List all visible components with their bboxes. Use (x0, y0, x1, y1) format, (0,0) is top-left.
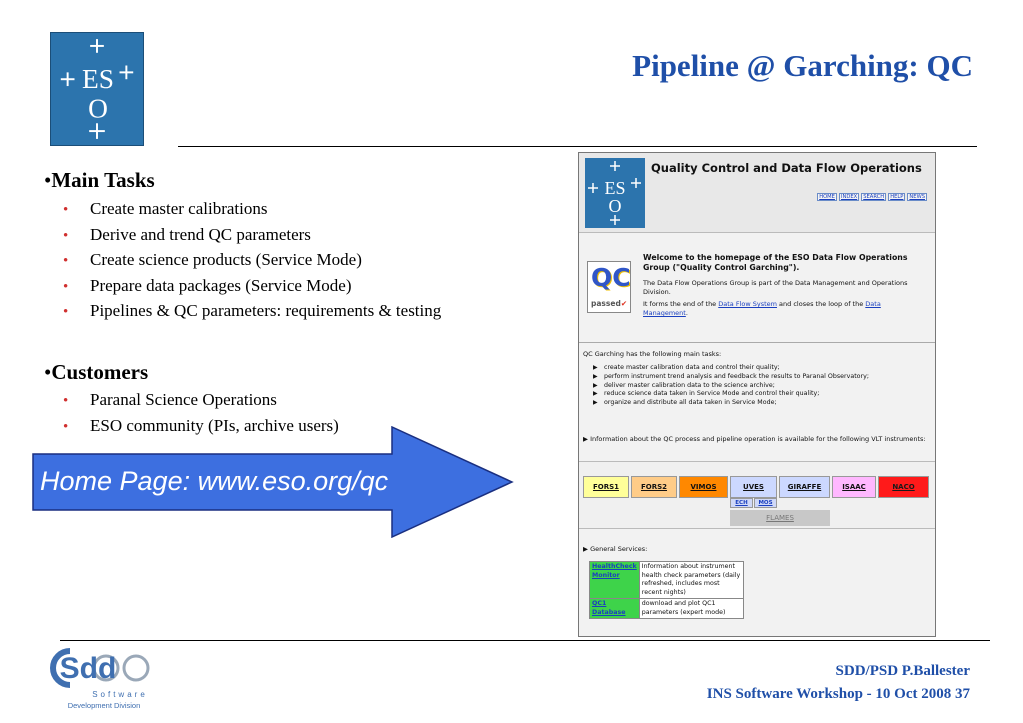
list-item (593, 373, 869, 382)
eso-logo (50, 32, 144, 146)
list-item (60, 250, 441, 276)
task-text: reduce science data taken in Service Mode and control their quality; (604, 390, 820, 398)
welcome-title: Welcome to the homepage of the ESO Data Flow Operations Group ("Quality Control Garching"). (643, 253, 908, 272)
task-text: perform instrument trend analysis and feedback the results to Paranal Observatory; (604, 372, 869, 380)
footer-author: SDD/PSD P.Ballester (835, 663, 970, 679)
qc-badge-text: QC (591, 263, 631, 292)
list-item (60, 390, 339, 416)
red-bullet-icon: • (63, 393, 69, 409)
web-nav (817, 193, 927, 201)
heading-bullet: • (44, 168, 52, 192)
data-flow-system-link[interactable]: Data Flow System (718, 300, 777, 308)
list-item-text: Pipelines & QC parameters: requirements & testing (90, 301, 442, 320)
instrument-uves-link[interactable]: UVES (730, 476, 777, 498)
svg-text:O: O (608, 196, 622, 216)
instruments-intro (583, 435, 933, 444)
qc1-database-link[interactable]: QC1 Database (590, 599, 640, 619)
welcome-text: . (685, 309, 688, 317)
red-bullet-icon: • (63, 253, 69, 269)
customers-heading-text: Customers (51, 360, 149, 384)
task-text: deliver master calibration data to the science archive; (604, 381, 775, 389)
instrument-table (579, 461, 935, 529)
eso-logo-graphic (51, 33, 143, 145)
data-management-link[interactable]: Data Management (643, 300, 881, 317)
list-item (593, 382, 869, 391)
list-item (60, 276, 441, 302)
list-item (60, 199, 441, 225)
instrument-fors1-link[interactable]: FORS1 (583, 476, 629, 498)
red-bullet-icon: • (63, 278, 69, 295)
list-item (593, 364, 869, 373)
web-page-title: Quality Control and Data Flow Operations (651, 161, 922, 175)
welcome-paragraph-1: The Data Flow Operations Group is part of the Data Management and Operations Division. (643, 279, 908, 296)
welcome-text: and closes the loop of the (776, 300, 866, 308)
customers-heading (44, 360, 148, 385)
list-item-text: Prepare data packages (Service Mode) (90, 275, 352, 295)
general-services-text: General Services: (590, 545, 648, 553)
instrument-vimos-link[interactable]: VIMOS (679, 476, 728, 498)
list-item-text: Paranal Science Operations (90, 390, 277, 409)
instrument-naco-link[interactable]: NACO (878, 476, 929, 498)
list-item (593, 390, 869, 399)
sdd-logo-sub1: Software (92, 690, 148, 699)
table-row (590, 599, 744, 619)
welcome-text: It forms the end of the (643, 300, 719, 308)
red-bullet-icon: • (63, 227, 69, 244)
check-icon: ✔ (620, 299, 628, 308)
triangle-bullet-icon: ▶ (583, 545, 588, 553)
svg-text:ES: ES (604, 178, 626, 198)
qc-passed-text: passed (591, 299, 621, 308)
services-table (589, 561, 744, 619)
footer-divider (60, 640, 990, 641)
red-bullet-icon: • (63, 418, 69, 435)
healthcheck-monitor-link[interactable]: HealthCheck Monitor (590, 562, 640, 599)
list-item (60, 301, 441, 327)
eso-logo-small (585, 158, 645, 228)
main-tasks-heading (44, 168, 155, 193)
list-item-text: ESO community (PIs, archive users) (90, 415, 339, 435)
triangle-bullet-icon: ▶ (593, 390, 598, 398)
nav-home-link[interactable]: HOME (819, 194, 835, 200)
triangle-bullet-icon: ▶ (593, 372, 598, 380)
sdd-logo-graphic (48, 648, 160, 710)
list-item-text: Create science products (Service Mode) (90, 250, 362, 269)
red-bullet-icon: • (63, 202, 69, 218)
red-bullet-icon: • (63, 304, 69, 320)
svg-text:ES: ES (81, 64, 114, 95)
qc-website-screenshot (578, 152, 936, 637)
triangle-bullet-icon: ▶ (593, 399, 598, 407)
instrument-flames-link[interactable]: FLAMES (730, 510, 830, 526)
list-item-text: Derive and trend QC parameters (90, 224, 311, 244)
service-description: Information about instrument health check parameters (daily refreshed, includes most recent nights) (639, 562, 743, 599)
web-welcome-section (579, 235, 935, 343)
heading-bullet: • (44, 360, 52, 384)
uves-mos-link[interactable]: MOS (754, 498, 777, 508)
task-text: organize and distribute all data taken in Service Mode; (604, 399, 777, 407)
sdd-logo (48, 648, 160, 710)
qc-badge-label (591, 299, 627, 308)
instrument-isaac-link[interactable]: ISAAC (832, 476, 876, 498)
list-item (593, 399, 869, 408)
header-divider (178, 146, 977, 147)
nav-news-link[interactable]: NEWS (909, 194, 925, 200)
welcome-paragraph-2 (643, 300, 923, 318)
tasks-intro: QC Garching has the following main tasks: (583, 350, 722, 358)
footer-event: INS Software Workshop - 10 Oct 2008 37 (706, 686, 970, 702)
triangle-bullet-icon: ▶ (583, 435, 588, 443)
nav-help-link[interactable]: HELP (890, 194, 904, 200)
list-item (60, 225, 441, 251)
slide-title: Pipeline @ Garching: QC (632, 48, 973, 83)
uves-ech-link[interactable]: ECH (730, 498, 753, 508)
sdd-logo-text: Sdd (59, 652, 117, 685)
instrument-fors2-link[interactable]: FORS2 (631, 476, 677, 498)
main-tasks-heading-text: Main Tasks (51, 168, 155, 192)
eso-logo-small-graphic (585, 158, 645, 228)
triangle-bullet-icon: ▶ (593, 364, 598, 371)
list-item-text: Create master calibrations (90, 199, 268, 218)
nav-search-link[interactable]: SEARCH (863, 194, 885, 200)
triangle-bullet-icon: ▶ (593, 381, 598, 389)
web-header (579, 153, 935, 233)
service-description: download and plot QC1 parameters (expert mode) (639, 599, 743, 619)
general-services-heading (583, 545, 647, 553)
sdd-logo-sub2: Development Division (67, 701, 141, 710)
table-row (590, 562, 744, 599)
svg-text:O: O (88, 93, 108, 124)
instruments-intro-text: Information about the QC process and pipeline operation is available for the following VLT instruments: (590, 435, 926, 443)
task-text: create master calibration data and control their quality; (604, 364, 780, 371)
instrument-giraffe-link[interactable]: GIRAFFE (779, 476, 830, 498)
home-page-link[interactable]: Home Page: www.eso.org/qc (40, 466, 389, 496)
main-tasks-list (60, 199, 441, 327)
qc-passed-badge (587, 261, 631, 313)
web-task-list (593, 364, 869, 408)
nav-index-link[interactable]: INDEX (840, 194, 858, 200)
